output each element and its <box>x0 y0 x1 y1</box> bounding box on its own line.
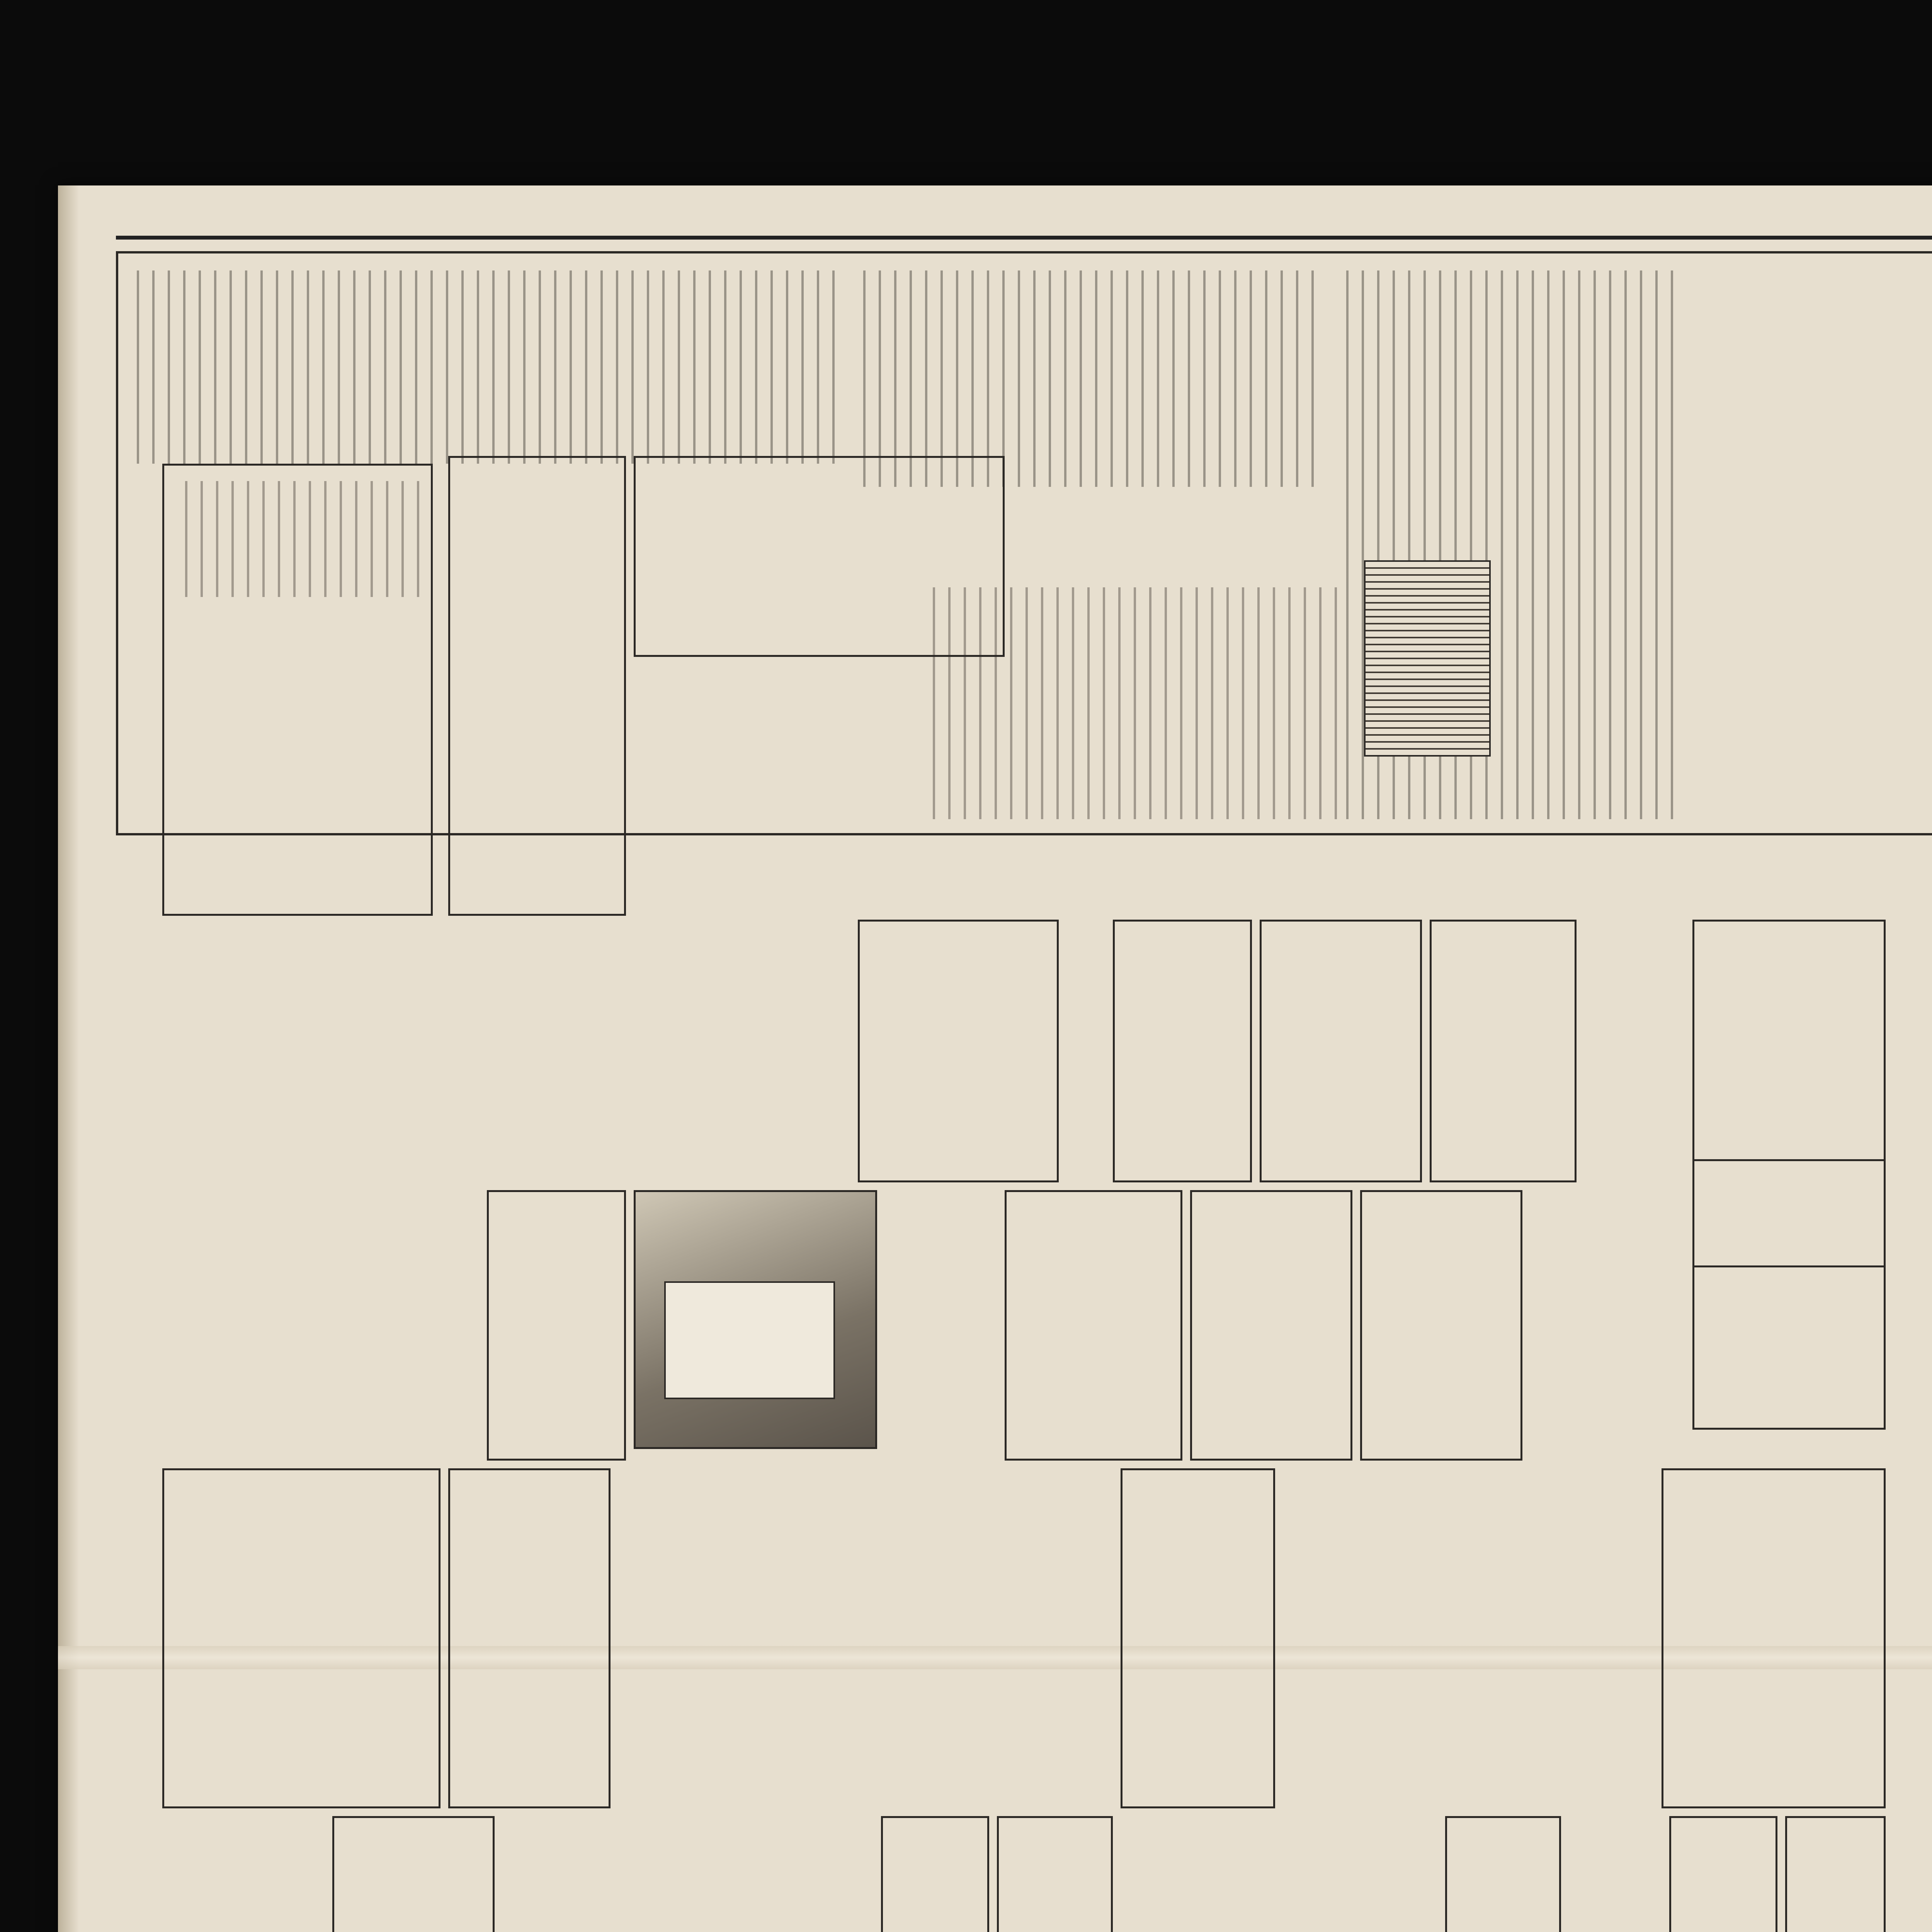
grocery-ad <box>1692 1159 1886 1430</box>
commercial-bldg-ad <box>997 1816 1113 1932</box>
kungfu-ad <box>1360 1190 1522 1461</box>
restaurant-urgent-ad <box>1662 1468 1886 1808</box>
article-column-middle <box>850 270 1314 487</box>
article-column-left <box>124 270 838 464</box>
store-sale-ad <box>1445 1816 1561 1932</box>
bank-text <box>172 481 423 597</box>
house-shop-ad <box>881 1816 989 1932</box>
used-car-ad <box>1113 920 1252 1182</box>
building-picture <box>664 1281 835 1399</box>
misc-restaurant-ad <box>487 1190 626 1461</box>
restaurant-photo <box>634 1190 877 1449</box>
commercial-ad <box>332 1816 495 1932</box>
carpenter-ad <box>634 456 1005 657</box>
house-sale-ad <box>1260 920 1422 1182</box>
top-restaurant-ad <box>1005 1190 1182 1461</box>
restaurant-lease-ad <box>1190 1190 1352 1461</box>
bank-ad <box>162 464 433 916</box>
richmond-ad <box>1669 1816 1777 1932</box>
car-sale-ad <box>448 456 626 916</box>
fireball-ad <box>1430 920 1577 1182</box>
owner-self-ad <box>1785 1816 1886 1932</box>
masthead <box>116 108 1932 240</box>
restaurant-ad <box>858 920 1059 1182</box>
college-ad <box>162 1468 440 1808</box>
sun-illustration <box>1364 560 1491 757</box>
apartment-ad <box>1121 1468 1275 1808</box>
new-house-ad <box>448 1468 611 1808</box>
